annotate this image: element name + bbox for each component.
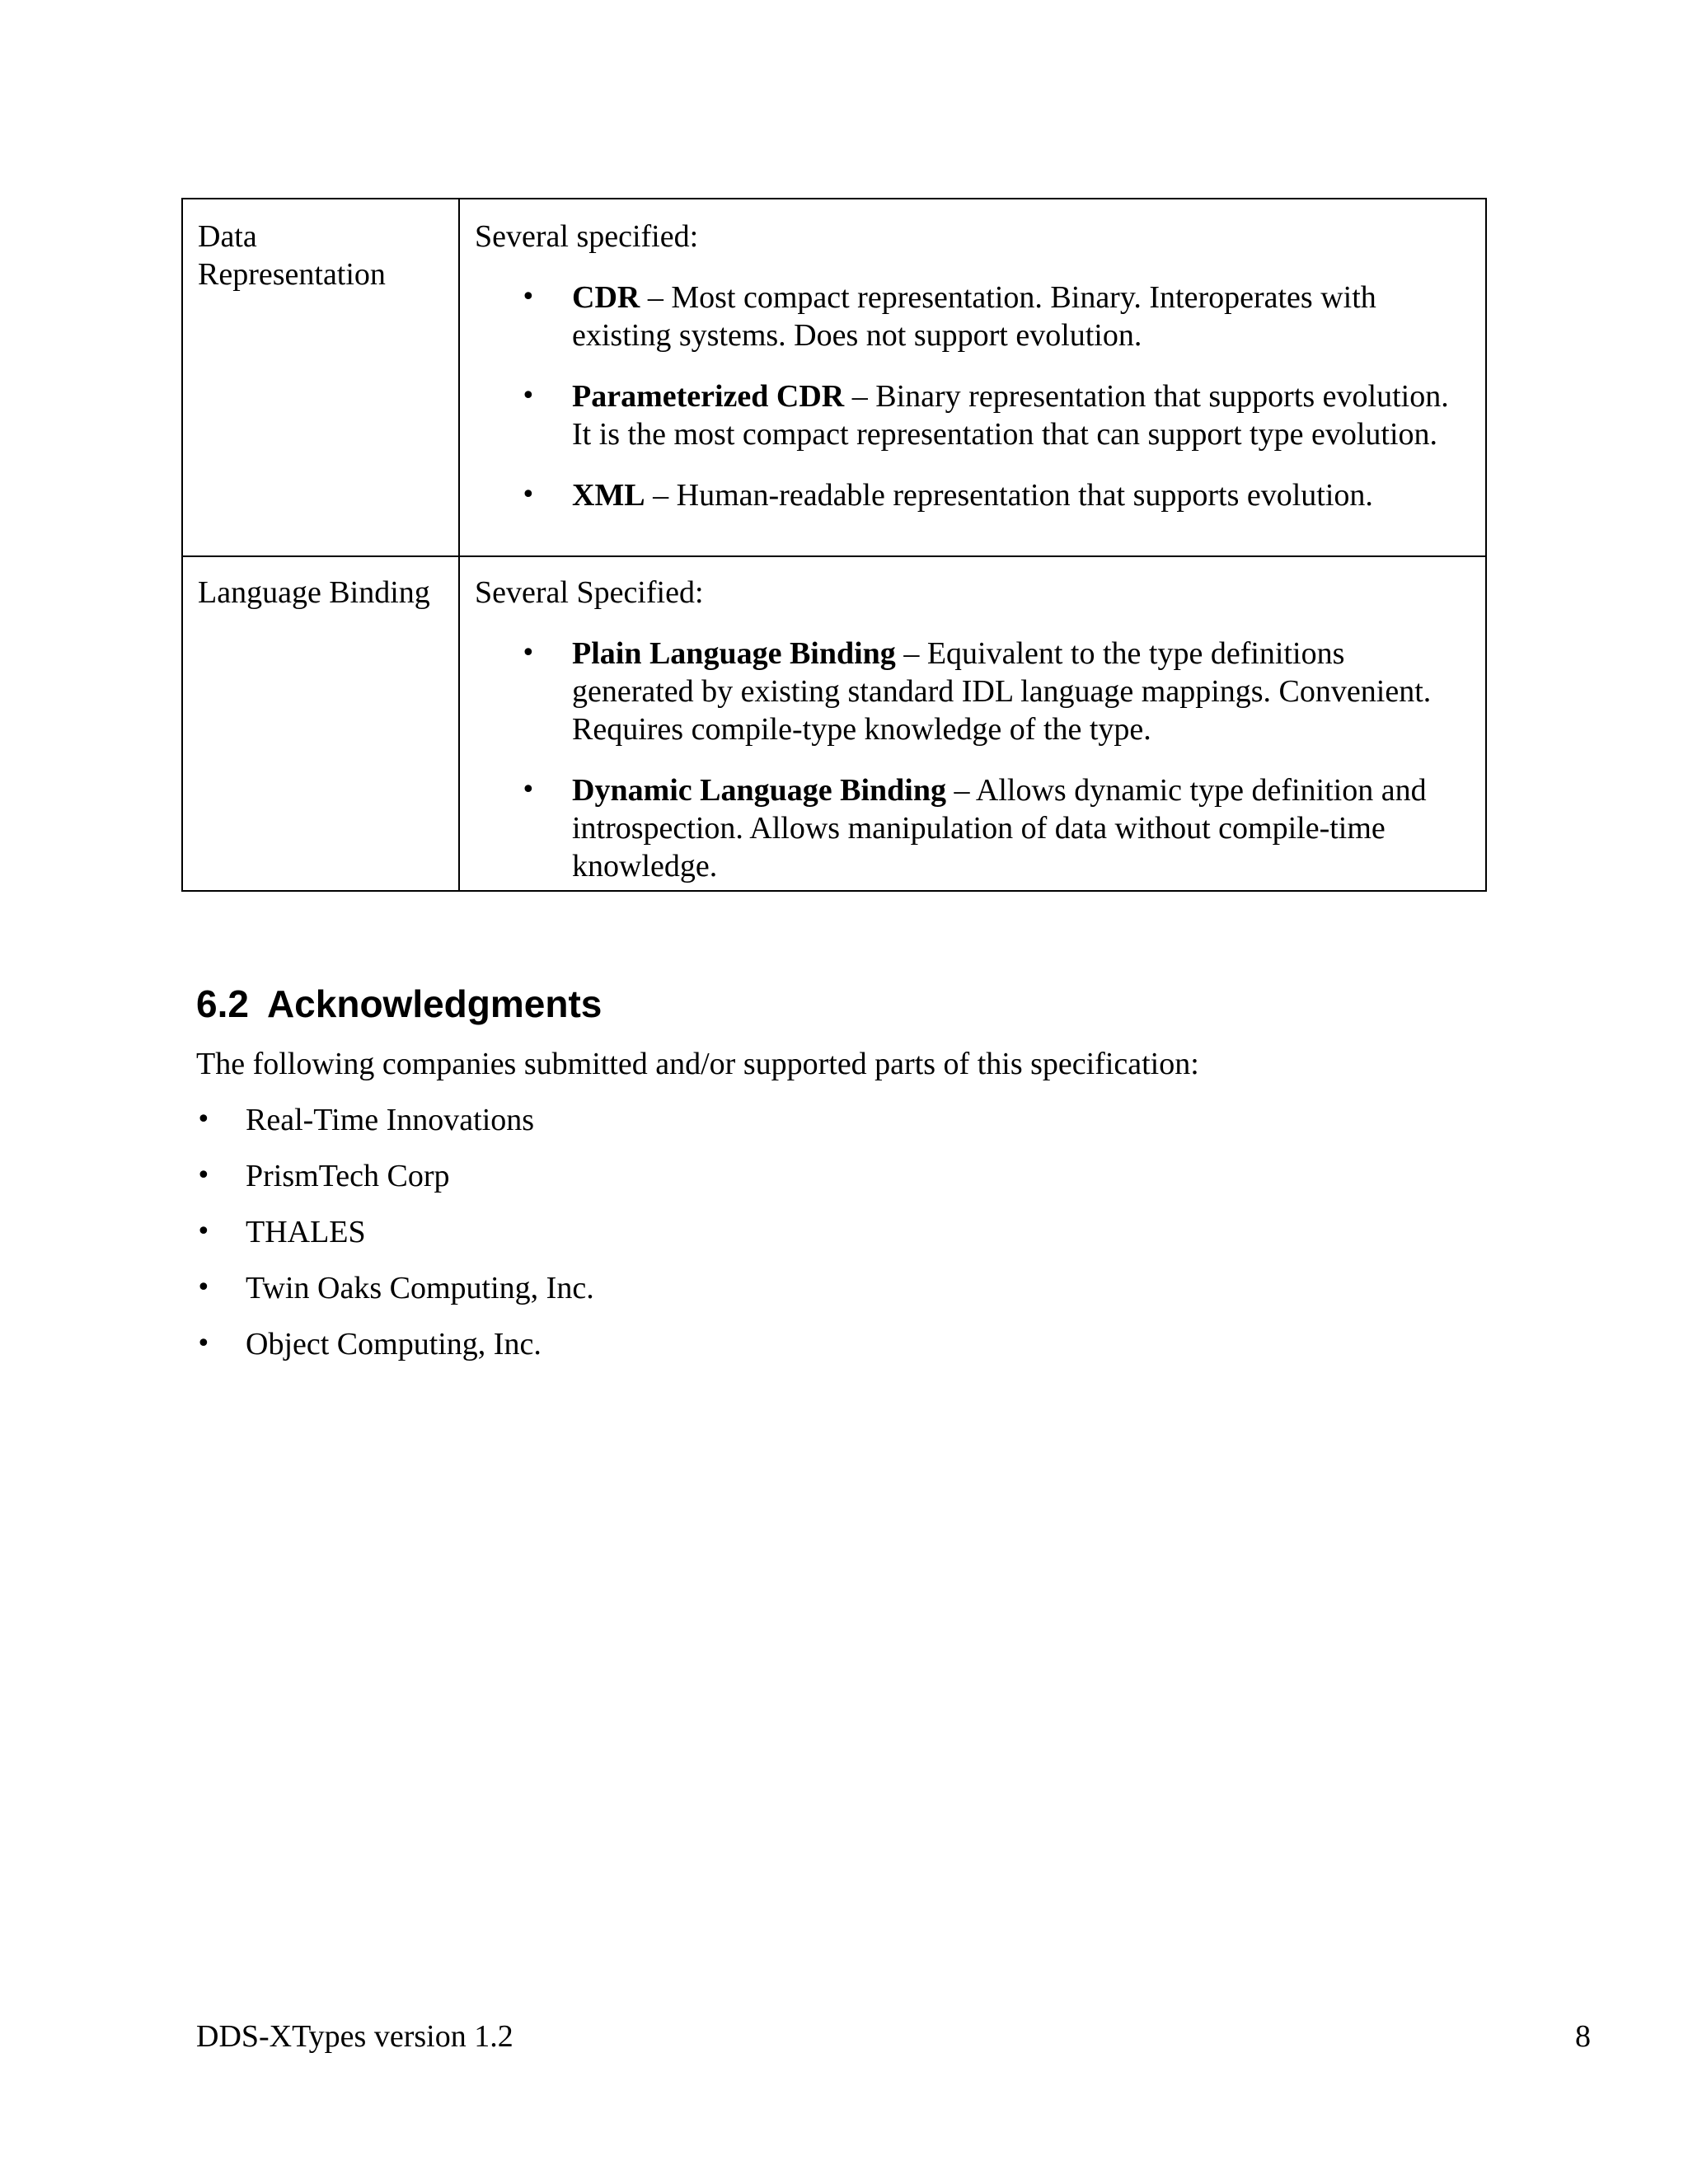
- item-term: Parameterized CDR: [572, 379, 845, 414]
- company-name: THALES: [246, 1215, 366, 1249]
- item-term: CDR: [572, 280, 640, 315]
- spec-table: [181, 198, 1487, 892]
- bullet-icon: •: [521, 480, 536, 509]
- list-item: [521, 476, 1472, 514]
- list-item: [521, 635, 1472, 748]
- item-term: Plain Language Binding: [572, 636, 896, 671]
- row-intro: Several Specified:: [475, 575, 704, 610]
- section-title: Acknowledgments: [266, 982, 603, 1025]
- bullet-icon: •: [521, 639, 536, 668]
- bullet-icon: •: [521, 283, 536, 312]
- representation-list: [475, 279, 1472, 514]
- company-list: [196, 1101, 594, 1381]
- company-name: Object Computing, Inc.: [246, 1327, 542, 1361]
- section-intro: The following companies submitted and/or supported parts of this specification:: [196, 1047, 1199, 1081]
- item-term: XML: [572, 478, 645, 513]
- item-text: – Human-readable representation that supports evolution.: [645, 478, 1373, 513]
- item-text: – Most compact representation. Binary. Interoperates with existing systems. Does not support evolution.: [572, 280, 1376, 353]
- row-label: Data Representation: [182, 199, 459, 556]
- item-text: – Allows dynamic type definition and introspection. Allows manipulation of data without compile-time knowledge.: [572, 773, 1427, 883]
- list-item: [521, 279, 1472, 354]
- table-row: [182, 556, 1486, 891]
- row-content: [459, 556, 1486, 891]
- table-row: [182, 199, 1486, 556]
- bullet-icon: •: [196, 1217, 211, 1246]
- list-item: [196, 1213, 594, 1251]
- footer-page-number: 8: [1575, 2019, 1591, 2054]
- section-heading: [196, 981, 602, 1027]
- footer-document-name: DDS-XTypes version 1.2: [196, 2019, 513, 2054]
- list-item: [196, 1269, 594, 1307]
- row-intro: Several specified:: [475, 219, 699, 254]
- section-number: 6.2: [196, 982, 249, 1025]
- bullet-icon: •: [521, 776, 536, 804]
- company-name: Twin Oaks Computing, Inc.: [246, 1271, 594, 1305]
- row-label: Language Binding: [182, 556, 459, 891]
- row-content: [459, 199, 1486, 556]
- bullet-icon: •: [196, 1273, 211, 1302]
- binding-list: [475, 635, 1472, 885]
- company-name: Real-Time Innovations: [246, 1103, 535, 1137]
- bullet-icon: •: [196, 1329, 211, 1358]
- list-item: [521, 771, 1472, 885]
- item-text: – Binary representation that supports evolution. It is the most compact representation that can support type evolution.: [572, 379, 1449, 452]
- list-item: [521, 377, 1472, 453]
- item-term: Dynamic Language Binding: [572, 773, 946, 808]
- bullet-icon: •: [196, 1105, 211, 1134]
- company-name: PrismTech Corp: [246, 1159, 450, 1193]
- bullet-icon: •: [196, 1161, 211, 1190]
- list-item: [196, 1157, 594, 1195]
- item-text: – Equivalent to the type definitions generated by existing standard IDL language mappings. Convenient. Requires compile-type knowledge of the type.: [572, 636, 1432, 747]
- list-item: [196, 1101, 594, 1139]
- list-item: [196, 1325, 594, 1363]
- bullet-icon: •: [521, 382, 536, 410]
